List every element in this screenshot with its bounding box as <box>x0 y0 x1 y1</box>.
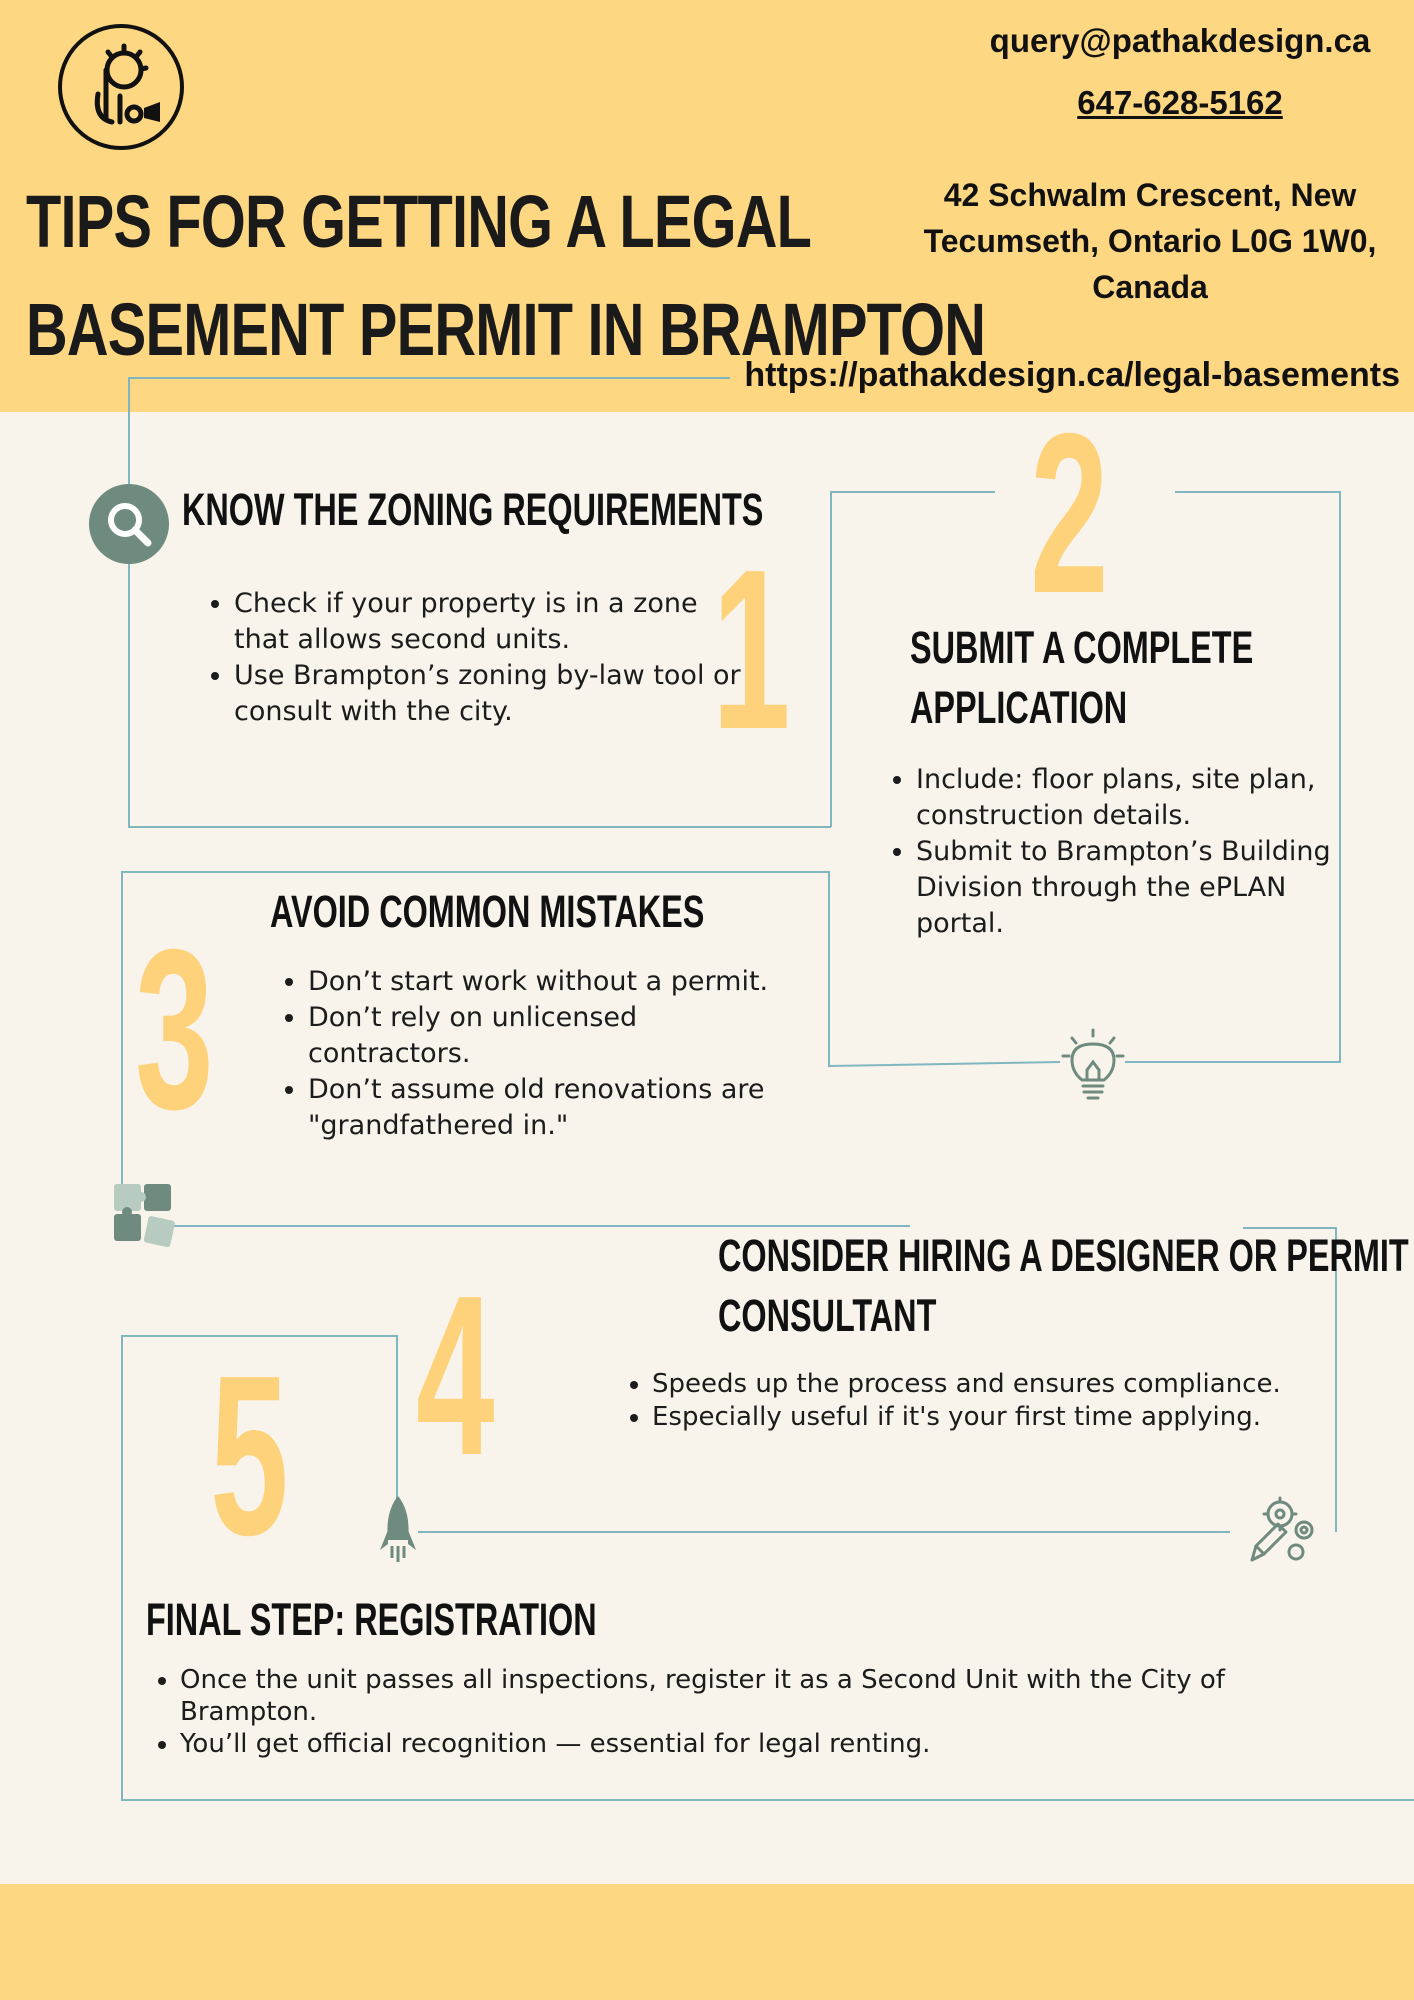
address-line-2: Tecumseth, Ontario L0G 1W0, <box>923 223 1377 259</box>
puzzle-icon <box>110 1180 180 1252</box>
step-2-bullet-1: • Include: floor plans, site plan, construction details. <box>916 762 1356 834</box>
title-line-2: BASEMENT PERMIT IN BRAMPTON <box>26 288 986 371</box>
step-3-bullet-1: • Don’t start work without a permit. <box>308 964 808 1000</box>
step-2-heading <box>910 618 1253 738</box>
step-2-bullets <box>886 762 1356 942</box>
step-5-heading: FINAL STEP: REGISTRATION <box>146 1594 597 1645</box>
step-3-heading: AVOID COMMON MISTAKES <box>270 886 705 937</box>
step-number-3: 3 <box>135 903 214 1157</box>
step-2-bullet-2: • Submit to Brampton’s Building Division through the ePLAN portal. <box>916 834 1356 942</box>
step-number-2: 2 <box>1030 387 1109 641</box>
step-4-heading-line-2: CONSULTANT <box>718 1290 937 1341</box>
step-5-bullet-2: • You’ll get official recognition — essential for legal renting. <box>180 1728 1360 1760</box>
step-2-heading-line-2: APPLICATION <box>910 682 1128 733</box>
contact-phone[interactable]: 647-628-5162 <box>1077 84 1283 121</box>
step-1-bullets <box>204 586 754 730</box>
contact-website[interactable]: https://pathakdesign.ca/legal-basements <box>744 356 1400 394</box>
title-line-1: TIPS FOR GETTING A LEGAL <box>26 180 812 263</box>
address-line-3: Canada <box>1092 269 1208 305</box>
design-gears-icon <box>1244 1490 1322 1568</box>
step-4-bullet-2: • Especially useful if it's your first time applying. <box>652 1401 1392 1434</box>
step-4-heading-line-1: CONSIDER HIRING A DESIGNER OR PERMIT <box>718 1230 1409 1281</box>
address-line-1: 42 Schwalm Crescent, New <box>943 177 1357 213</box>
step-1-bullet-1: • Check if your property is in a zone that allows second units. <box>234 586 754 658</box>
step-5-bullets <box>150 1664 1360 1760</box>
step-4-bullets <box>622 1368 1392 1434</box>
step-number-4: 4 <box>416 1249 495 1503</box>
step-4-bullet-1: • Speeds up the process and ensures compliance. <box>652 1368 1392 1401</box>
search-icon <box>88 483 170 565</box>
lightbulb-icon <box>1058 1026 1128 1106</box>
step-1-heading: KNOW THE ZONING REQUIREMENTS <box>182 484 764 535</box>
step-number-5: 5 <box>210 1329 289 1583</box>
step-number-1: 1 <box>712 523 791 777</box>
step-4-heading <box>718 1226 1409 1346</box>
contact-email[interactable]: query@pathakdesign.ca <box>989 22 1371 59</box>
step-5-bullet-1: • Once the unit passes all inspections, register it as a Second Unit with the City of Brampton. <box>180 1664 1360 1728</box>
step-3-bullets <box>278 964 808 1144</box>
step-3-bullet-2: • Don’t rely on unlicensed contractors. <box>308 1000 808 1072</box>
step-2-heading-line-1: SUBMIT A COMPLETE <box>910 622 1254 673</box>
step-1-bullet-2: • Use Brampton’s zoning by-law tool or consult with the city. <box>234 658 754 730</box>
step-3-bullet-3: • Don’t assume old renovations are "grandfathered in." <box>308 1072 808 1144</box>
rocket-icon <box>378 1494 418 1570</box>
